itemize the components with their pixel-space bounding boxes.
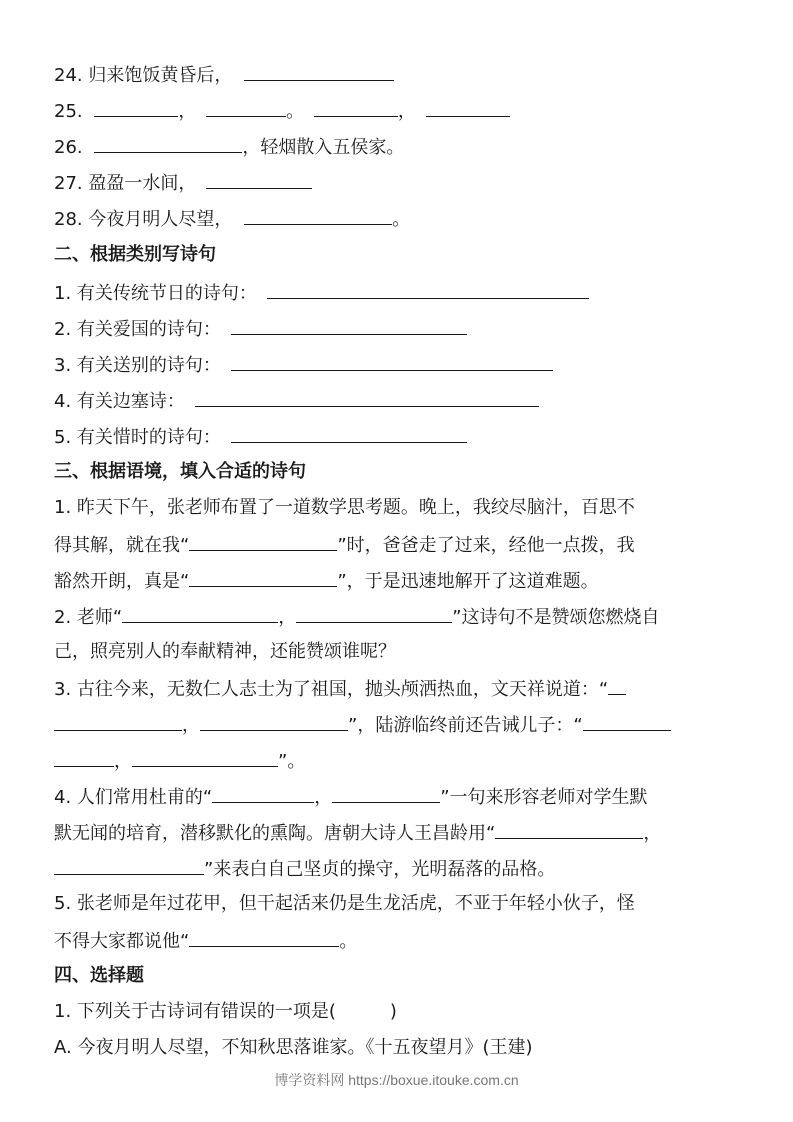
category-item-3 — [54, 352, 553, 378]
answer-blank[interactable] — [296, 604, 452, 623]
answer-blank[interactable] — [54, 748, 114, 767]
punctuation: ， — [182, 715, 200, 736]
answer-blank[interactable] — [94, 98, 178, 117]
punctuation: ， — [397, 101, 416, 122]
answer-blank[interactable] — [206, 170, 312, 189]
question-text: ”这诗句不是赞颂您燃烧自 — [452, 607, 660, 628]
section-4-heading: 四、选择题 — [54, 965, 144, 986]
question-number: 28. — [54, 209, 83, 230]
category-item-2 — [54, 316, 467, 342]
question-text: 3. 古往今来，无数仁人志士为了祖国，抛头颅洒热血，文天祥说道：“ — [54, 679, 609, 700]
answer-blank[interactable] — [244, 62, 394, 81]
punctuation: ， — [314, 787, 333, 808]
context-q2-line2: 己，照亮别人的奉献精神，还能赞颂谁呢？ — [54, 641, 396, 662]
context-q4-line3 — [54, 856, 555, 882]
punctuation: ， — [278, 607, 297, 628]
question-number: 27. — [54, 173, 83, 194]
question-text: 盈盈一水间， — [88, 173, 197, 194]
answer-blank[interactable] — [94, 134, 242, 153]
item-label: 5. 有关惜时的诗句： — [54, 427, 221, 448]
answer-blank[interactable] — [267, 280, 589, 299]
question-text: ”一句来形容老师对学生默 — [440, 787, 648, 808]
context-q4-line2 — [54, 820, 661, 846]
question-text: ，轻烟散入五侯家。 — [242, 137, 405, 158]
context-q5-line2 — [54, 928, 357, 954]
question-text: 豁然开朗，真是“ — [54, 571, 190, 592]
punctuation: ， — [178, 101, 197, 122]
context-q3-line3 — [54, 748, 305, 774]
answer-blank[interactable] — [206, 98, 286, 117]
answer-blank[interactable] — [231, 424, 467, 443]
answer-blank[interactable] — [195, 388, 539, 407]
context-q2-line1 — [54, 604, 660, 630]
answer-blank[interactable] — [200, 712, 348, 731]
punctuation: 。 — [339, 931, 358, 952]
choice-option-a[interactable]: A. 今夜月明人尽望，不知秋思落谁家。《十五夜望月》(王建) — [54, 1037, 533, 1058]
footer-watermark: 博学资料网 https://boxue.itouke.com.cn — [274, 1072, 519, 1088]
context-q3-line1 — [54, 676, 626, 702]
question-25 — [54, 98, 510, 124]
item-label: 4. 有关边塞诗： — [54, 391, 185, 412]
item-label: 3. 有关送别的诗句： — [54, 355, 221, 376]
answer-blank[interactable] — [54, 856, 204, 875]
question-text: 不得大家都说他“ — [54, 931, 190, 952]
section-3-heading: 三、根据语境，填入合适的诗句 — [54, 461, 306, 482]
item-label: 2. 有关爱国的诗句： — [54, 319, 221, 340]
answer-blank[interactable] — [332, 784, 440, 803]
answer-blank[interactable] — [189, 532, 337, 551]
answer-blank[interactable] — [426, 98, 510, 117]
answer-blank[interactable] — [244, 206, 392, 225]
answer-blank[interactable] — [189, 928, 339, 947]
question-26 — [54, 134, 404, 160]
answer-blank[interactable] — [231, 352, 553, 371]
answer-blank[interactable] — [189, 568, 337, 587]
choice-question-1: 1. 下列关于古诗词有错误的一项是( ) — [54, 1001, 397, 1022]
context-q1-line2 — [54, 532, 635, 558]
answer-blank[interactable] — [495, 820, 643, 839]
question-text: 4. 人们常用杜甫的“ — [54, 787, 213, 808]
question-text: 默无闻的培育，潜移默化的熏陶。唐朝大诗人王昌龄用“ — [54, 823, 496, 844]
question-28 — [54, 206, 410, 232]
answer-blank[interactable] — [212, 784, 314, 803]
punctuation: ”。 — [278, 751, 306, 772]
context-q4-line1 — [54, 784, 648, 810]
question-text: 今夜月明人尽望， — [88, 209, 233, 230]
punctuation: 。 — [286, 101, 305, 122]
answer-blank[interactable] — [608, 676, 626, 695]
question-text: 归来饱饭黄昏后， — [88, 65, 233, 86]
answer-blank[interactable] — [54, 712, 182, 731]
question-number: 24. — [54, 65, 83, 86]
question-text: ”来表白自己坚贞的操守，光明磊落的品格。 — [204, 859, 556, 880]
category-item-4 — [54, 388, 539, 414]
context-q5-line1: 5. 张老师是年过花甲，但干起活来仍是生龙活虎，不亚于年轻小伙子，怪 — [54, 893, 635, 914]
answer-blank[interactable] — [132, 748, 278, 767]
section-2-heading: 二、根据类别写诗句 — [54, 244, 216, 265]
punctuation: 。 — [392, 209, 411, 230]
question-text: ”，陆游临终前还告诫儿子：“ — [348, 715, 583, 736]
context-q1-line1: 1. 昨天下午，张老师布置了一道数学思考题。晚上，我绞尽脑汁，百思不 — [54, 497, 635, 518]
answer-blank[interactable] — [314, 98, 398, 117]
answer-blank[interactable] — [122, 604, 278, 623]
category-item-5 — [54, 424, 467, 450]
question-24 — [54, 62, 394, 88]
punctuation: ， — [114, 751, 132, 772]
question-text: 得其解，就在我“ — [54, 535, 190, 556]
answer-blank[interactable] — [583, 712, 671, 731]
punctuation: ， — [643, 823, 662, 844]
category-item-1 — [54, 280, 589, 306]
question-text: ”时，爸爸走了过来，经他一点拨，我 — [337, 535, 635, 556]
question-text: ”，于是迅速地解开了这道难题。 — [337, 571, 599, 592]
question-number: 26. — [54, 137, 83, 158]
question-number: 25. — [54, 101, 83, 122]
question-27 — [54, 170, 312, 196]
context-q1-line3 — [54, 568, 599, 594]
answer-blank[interactable] — [231, 316, 467, 335]
item-label: 1. 有关传统节日的诗句： — [54, 283, 257, 304]
question-text: 2. 老师“ — [54, 607, 123, 628]
context-q3-line2 — [54, 712, 671, 738]
